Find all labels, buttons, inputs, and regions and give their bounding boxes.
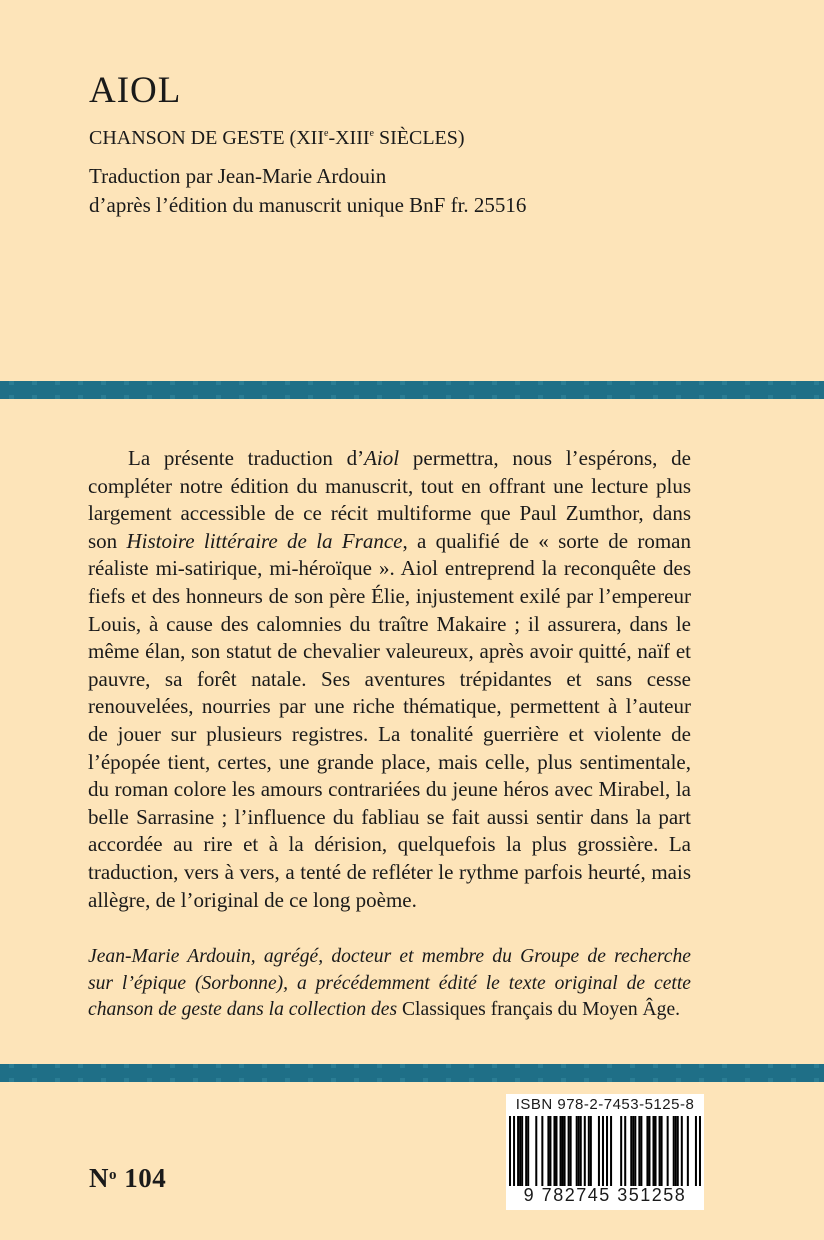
- bottom-divider-band: [0, 1067, 824, 1079]
- barcode-bar: [564, 1116, 566, 1186]
- barcode-bar: [640, 1116, 642, 1186]
- barcode-bar: [632, 1116, 634, 1186]
- author-bio: [88, 944, 691, 1024]
- barcode-bar: [570, 1116, 572, 1186]
- barcode-bar: [652, 1116, 654, 1186]
- subtitle-part: -XIII: [328, 127, 370, 149]
- summary-text: [88, 445, 691, 914]
- isbn-digits: 9 782745 351258: [523, 1185, 687, 1205]
- barcode-bar: [547, 1116, 549, 1186]
- barcode-bar: [655, 1116, 657, 1186]
- barcode-bar: [588, 1116, 590, 1186]
- translator-credit: [89, 162, 789, 220]
- barcode-bar: [620, 1116, 622, 1186]
- barcode-bars: [509, 1116, 701, 1186]
- cited-work-italic: Histoire littéraire de la France: [126, 528, 403, 553]
- barcode-bar: [667, 1116, 669, 1186]
- barcode-bar: [659, 1116, 661, 1186]
- summary-segment: La présente traduction d’: [128, 446, 365, 470]
- barcode-bar: [513, 1116, 515, 1186]
- barcode-bar: [648, 1116, 650, 1186]
- bio-collection-name: Classiques français du Moyen Âge.: [397, 999, 681, 1020]
- barcode-bar: [519, 1116, 521, 1186]
- barcode-bar: [673, 1116, 675, 1186]
- summary-paragraph: [88, 445, 691, 914]
- work-title-italic: Aiol: [364, 446, 400, 470]
- barcode-bar: [580, 1116, 582, 1186]
- barcode-bar: [695, 1116, 697, 1186]
- barcode-bar: [541, 1116, 543, 1186]
- barcode-bar: [590, 1116, 592, 1186]
- barcode-bar: [584, 1116, 586, 1186]
- barcode-bar: [509, 1116, 511, 1186]
- barcode-bar: [661, 1116, 663, 1186]
- isbn-label: ISBN 978-2-7453-5125-8: [515, 1096, 695, 1113]
- barcode-bar: [517, 1116, 519, 1186]
- subtitle-sup: e: [323, 128, 329, 139]
- book-subtitle: [89, 121, 789, 151]
- barcode-bar: [562, 1116, 564, 1186]
- series-number: [89, 1163, 166, 1194]
- series-sup: o: [109, 1167, 117, 1183]
- barcode-bar: [638, 1116, 640, 1186]
- barcode-bar: [624, 1116, 626, 1186]
- barcode-bar: [553, 1116, 555, 1186]
- subtitle-sup: e: [369, 128, 374, 139]
- barcode-bar: [630, 1116, 632, 1186]
- barcode-bar: [681, 1116, 683, 1186]
- barcode-bar: [610, 1116, 612, 1186]
- barcode-bar: [677, 1116, 679, 1186]
- barcode-bar: [578, 1116, 580, 1186]
- barcode-bar: [549, 1116, 551, 1186]
- barcode: [506, 1094, 704, 1210]
- series-prefix: N: [89, 1163, 109, 1193]
- barcode-bar: [699, 1116, 701, 1186]
- barcode-bar: [646, 1116, 648, 1186]
- barcode-bar: [568, 1116, 570, 1186]
- header: [89, 70, 789, 220]
- barcode-bar: [525, 1116, 527, 1186]
- barcode-bar: [606, 1116, 608, 1186]
- subtitle-part: CHANSON DE GESTE (XII: [89, 127, 324, 149]
- barcode-bar: [555, 1116, 557, 1186]
- barcode-bar: [634, 1116, 636, 1186]
- barcode-bar: [560, 1116, 562, 1186]
- top-divider-band: [0, 384, 824, 396]
- barcode-bar: [687, 1116, 689, 1186]
- summary-segment: permettra, nous l’espérons, de compléter notre édition du manuscrit, tout en offrant une lecture plus largement accessible de ce récit multiforme que Paul Zumthor, dans son: [88, 446, 691, 553]
- summary-segment: , a qualifié de « sorte de roman réaliste mi-satirique, mi-héroïque ». Aiol entreprend la reconquête des fiefs et des honneurs de son père Élie, injustement exilé par l’empereur Louis, à cause des calomnies du traître Makaire ; il assurera, dans le même élan, son statut de chevalier valeureux, après avoir quitté, naïf et pauvre, sa forêt natale. Ses aventures trépidantes et sans cesse renouvelées, nourries par une riche thématique, permettent à l’auteur de jouer sur plusieurs registres. La tonalité guerrière et violente de l’épopée tient, certes, une grande place, mais celle, plus sentimentale, du roman colore les amours contrariées du jeune héros avec Mirabel, la belle Sarrasine ; l’influence du fabliau se fait aussi sentir dans la part accordée au rire et à la dérision, quelquefois la plus grossière. La traduction, vers à vers, a tenté de refléter le rythme parfois heurté, mais allègre, de l’original de ce long poème.: [88, 528, 691, 912]
- barcode-bar: [527, 1116, 529, 1186]
- barcode-bar: [535, 1116, 537, 1186]
- series-value: 104: [117, 1163, 167, 1193]
- barcode-bar: [675, 1116, 677, 1186]
- barcode-bar: [598, 1116, 600, 1186]
- book-title: AIOL: [89, 70, 182, 111]
- credit-line-1: Traduction par Jean-Marie Ardouin: [89, 164, 387, 188]
- bio-italic: Jean-Marie Ardouin, agrégé, docteur et membre du Groupe de recherche sur l’épique (Sorbonne), a précédemment édité le texte original de cette chanson de geste dans la collection des: [88, 946, 691, 1020]
- credit-line-2: d’après l’édition du manuscrit unique BnF fr. 25516: [89, 193, 527, 217]
- barcode-bar: [521, 1116, 523, 1186]
- subtitle-part: SIÈCLES): [373, 127, 465, 149]
- barcode-bar: [602, 1116, 604, 1186]
- barcode-bar: [576, 1116, 578, 1186]
